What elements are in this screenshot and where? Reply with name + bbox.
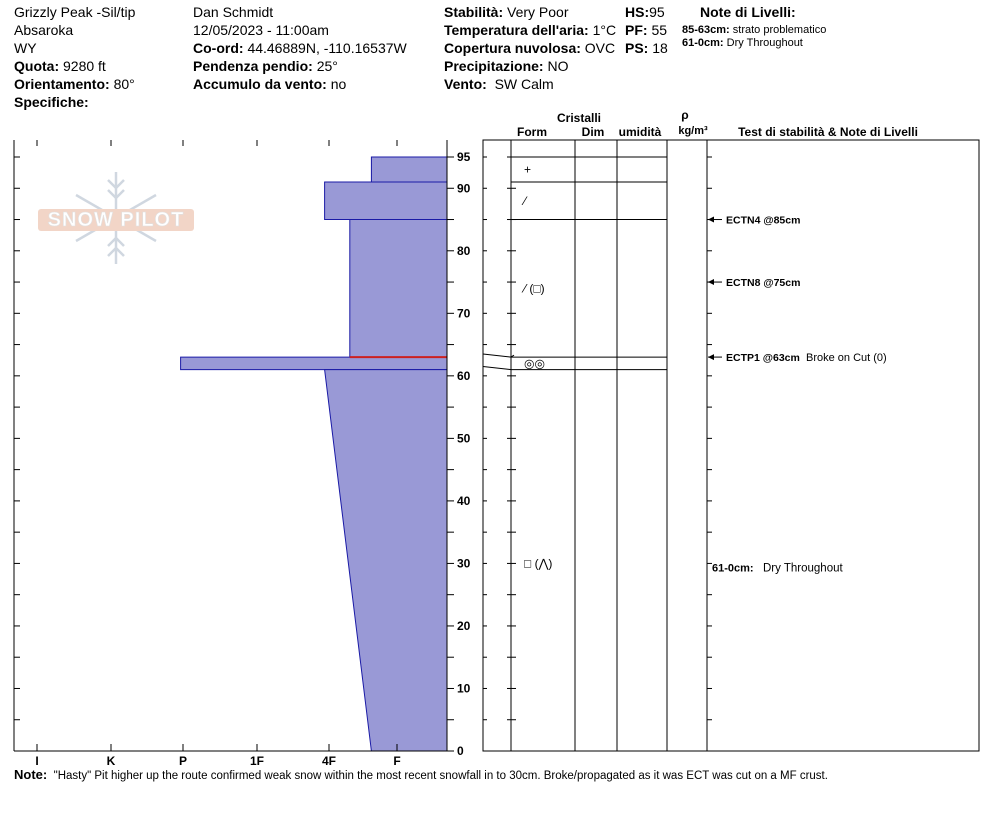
hardness-tick-label: I [35,754,39,768]
elevation-value: 9280 ft [63,58,106,74]
location-name: Grizzly Peak -Sil/tip [14,4,136,20]
ps-value: 18 [652,40,668,56]
layer-connector [483,366,511,369]
layer-connector [483,354,511,357]
wind-label: Vento: [444,76,487,92]
state: WY [14,40,37,56]
cloud-label: Copertura nuvolosa: [444,40,581,56]
observer: Dan Schmidt [193,4,274,20]
crystals-panel [483,140,979,751]
depth-tick-label: 30 [457,556,471,571]
snow-layer [371,157,447,182]
wind-load-label: Accumulo da vento: [193,76,327,92]
slope-label: Pendenza pendio: [193,58,313,74]
grain-form-symbol: + [524,162,532,177]
logo-text: SNOW PILOT [47,209,185,231]
hs-value: 95 [649,4,665,20]
precip-value: NO [547,58,569,74]
stability-test-label: ECTP1 @63cm [726,352,800,365]
layer-note-1-text: strato problematico [732,24,827,36]
mountain-range: Absaroka [14,22,74,38]
depth-tick-label: 20 [457,618,471,633]
layer-comment-label: 61-0cm: [712,562,754,575]
grain-form-symbol: □ (⋀) [524,556,553,571]
stability-test-note: Broke on Cut (0) [806,352,887,365]
layer-note-2-range: 61-0cm: [682,37,724,49]
depth-tick-label: 0 [457,744,464,758]
depth-tick-label: 10 [457,681,471,696]
col-moisture: umidità [618,125,662,139]
elevation-label: Quota: [14,58,60,74]
hardness-tick-label: 1F [249,754,265,768]
snowpilot-logo [38,172,194,264]
layer-note-1-range: 85-63cm: [682,24,730,36]
snow-layer [181,357,447,370]
wind-value: SW Calm [494,76,554,92]
col-form: Form [517,125,547,139]
col-rho: ρ [681,108,689,122]
aspect-label: Orientamento: [14,76,110,92]
test-pointer-arrow [708,217,714,223]
hardness-tick-label: 4F [321,754,337,768]
depth-tick-label: 90 [457,181,471,196]
datetime: 12/05/2023 - 11:00am [193,22,329,38]
layer-notes-title-text: Note di Livelli: [700,4,796,20]
stability-test-label: ECTN8 @75cm [726,277,801,290]
depth-tick-label: 40 [457,493,471,508]
wind-load-value: no [330,76,347,92]
grain-form-symbol: ⁄ [524,193,527,208]
coord-value: 44.46889N, -110.16537W [247,40,407,56]
test-pointer-arrow [708,354,714,360]
test-pointer-arrow [708,279,714,285]
slope-value: 25° [316,58,338,74]
col-density-unit: kg/m³ [678,125,708,137]
note-label: Note: [14,767,48,782]
specifics-label: Specifiche: [14,94,89,110]
snow-layer [325,370,447,751]
note-text: "Hasty" Pit higher up the route confirmed weak snow within the most recent snowfall in to 30cm. Broke/propagated as it was ECT was cut on a MF crust. [53,770,828,782]
pf-label: PF: [625,22,648,38]
col-crystals: Cristalli [556,111,602,125]
hardness-tick-label: F [393,754,401,768]
air-temp-value: 1°C [592,22,617,38]
hardness-tick-label: P [178,754,188,768]
hs-label: HS: [625,4,650,20]
depth-tick-label: 60 [457,368,471,383]
coord-label: Co-ord: [193,40,244,56]
hardness-tick-label: K [106,754,116,768]
depth-tick-label: 80 [457,243,471,258]
cloud-value: OVC [584,40,616,56]
depth-tick-label: 70 [457,306,471,321]
col-size: Dim [581,125,605,139]
layer-comment-text: Dry Throughout [763,562,843,575]
layer-note-2-text: Dry Throughout [726,37,803,49]
snow-layer [350,220,447,358]
crystals-frame [483,140,979,751]
col-tests: Test di stabilità & Note di Livelli [738,125,918,139]
air-temp-label: Temperatura dell'aria: [444,22,589,38]
ps-label: PS: [625,40,649,56]
pf-value: 55 [651,22,668,38]
stability-label: Stabilità: [444,4,504,20]
depth-tick-label: 50 [457,431,471,446]
grain-form-symbol: ⁄ (□) [524,281,545,296]
grain-form-symbol: ◎◎ [524,356,545,371]
depth-tick-label: 95 [457,150,471,164]
stability-value: Very Poor [507,4,569,20]
profile-layers [181,157,447,751]
precip-label: Precipitazione: [444,58,544,74]
stability-test-label: ECTN4 @85cm [726,214,801,227]
aspect-value: 80° [113,76,135,92]
note-row [14,767,828,782]
snow-layer [325,182,447,220]
